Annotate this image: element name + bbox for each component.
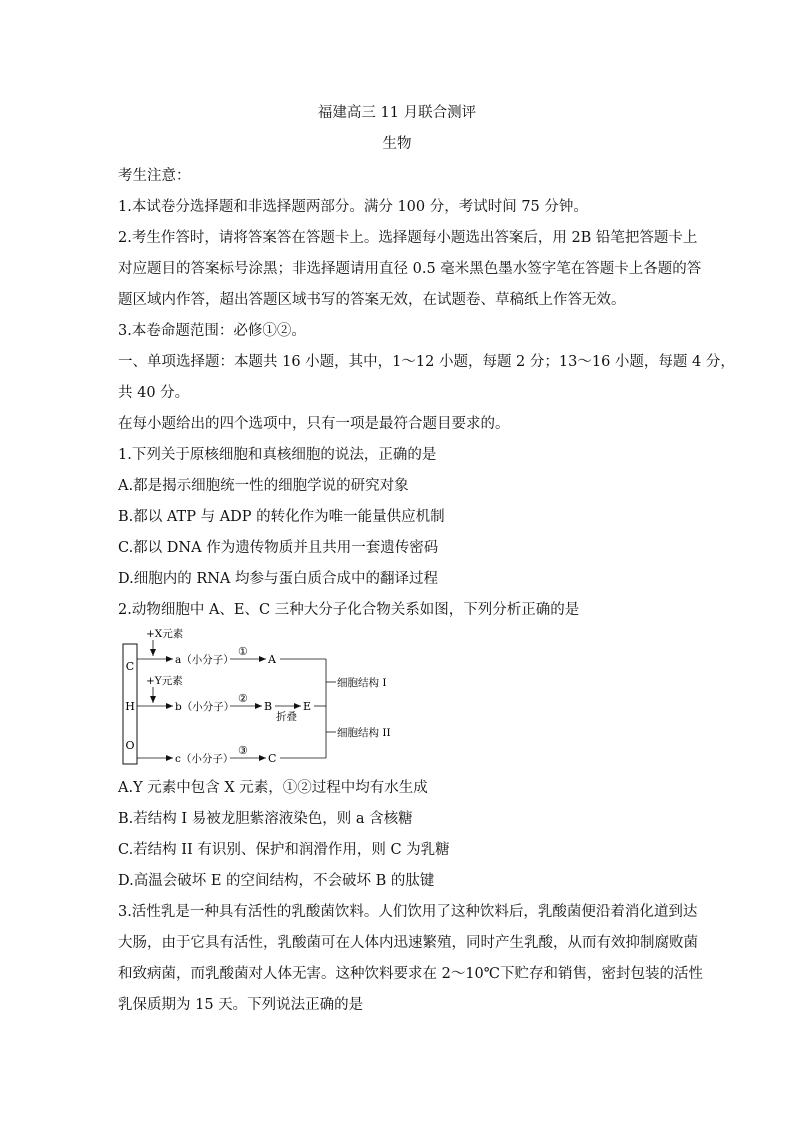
macromolecule-a: A (268, 653, 276, 666)
macromolecule-e: E (303, 700, 312, 713)
c-small-molecule: c（小分子） (175, 753, 234, 765)
question-3-line-3: 和致病菌，而乳酸菌对人体无害。这种饮料要求在 2～10℃下贮存和销售，密封包装的活性 (118, 966, 704, 982)
a-small-molecule: a（小分子） (175, 654, 234, 666)
question-1-option-d: D.细胞内的 RNA 均参与蛋白质合成中的翻译过程 (118, 571, 439, 587)
element-o: O (125, 739, 135, 752)
notice-item-2-cont: 对应题目的答案标号涂黑；非选择题请用直径 0.5 毫米黑色墨水签字笔在答题卡上各题的答 (118, 261, 702, 277)
section-heading-cont: 共 40 分。 (118, 385, 190, 401)
section-heading: 一、单项选择题：本题共 16 小题，其中，1～12 小题，每题 2 分；13～16 小题，每题 4 分， (118, 354, 735, 370)
step-2: ② (238, 692, 248, 705)
question-3-line-1: 3.活性乳是一种具有活性的乳酸菌饮料。人们饮用了这种饮料后，乳酸菌便沿着消化道到达 (118, 904, 698, 920)
macromolecule-b: B (264, 700, 273, 713)
macromolecule-c: C (268, 752, 277, 765)
macromolecule-diagram (118, 622, 408, 772)
question-2-option-c: C.若结构 II 有识别、保护和润滑作用，则 C 为乳糖 (118, 842, 450, 858)
section-instruction: 在每小题给出的四个选项中，只有一项是最符合题目要求的。 (118, 416, 510, 432)
notice-item-1: 1.本试卷分选择题和非选择题两部分。满分 100 分，考试时间 75 分钟。 (118, 199, 588, 215)
y-element-label: +Y元素 (146, 675, 183, 687)
question-2-option-a: A.Y 元素中包含 X 元素，①②过程中均有水生成 (118, 780, 428, 796)
question-1-option-c: C.都以 DNA 作为遗传物质并且共用一套遗传密码 (118, 540, 439, 556)
structure-1-label: 细胞结构 I (337, 677, 387, 689)
b-small-molecule: b（小分子） (175, 701, 235, 713)
step-3: ③ (238, 744, 248, 757)
question-2-stem: 2.动物细胞中 A、E、C 三种大分子化合物关系如图，下列分析正确的是 (118, 602, 580, 618)
notice-item-2-cont2: 题区域内作答，超出答题区域书写的答案无效，在试题卷、草稿纸上作答无效。 (118, 292, 626, 308)
notice-heading: 考生注意： (118, 168, 191, 184)
fold-label: 折叠 (276, 711, 297, 723)
question-2-option-d: D.高温会破坏 E 的空间结构，不会破坏 B 的肽键 (118, 873, 435, 889)
subject-title: 生物 (382, 136, 412, 152)
notice-item-3: 3.本卷命题范围：必修①②。 (118, 323, 306, 339)
question-3-line-4: 乳保质期为 15 天。下列说法正确的是 (118, 997, 364, 1013)
question-1-option-a: A.都是揭示细胞统一性的细胞学说的研究对象 (118, 478, 409, 494)
question-2-option-b: B.若结构 I 易被龙胆紫溶液染色，则 a 含核糖 (118, 811, 413, 827)
question-1-stem: 1.下列关于原核细胞和真核细胞的说法，正确的是 (118, 447, 437, 463)
x-element-label: +X元素 (146, 628, 184, 640)
structure-2-label: 细胞结构 II (337, 727, 391, 739)
exam-title: 福建高三 11 月联合测评 (317, 105, 477, 121)
element-h: H (125, 700, 135, 713)
question-1-option-b: B.都以 ATP 与 ADP 的转化作为唯一能量供应机制 (118, 509, 445, 525)
step-1: ① (238, 645, 248, 658)
element-c: C (125, 660, 135, 673)
notice-item-2: 2.考生作答时，请将答案答在答题卡上。选择题每小题选出答案后，用 2B 铅笔把答题卡上 (118, 230, 698, 246)
question-3-line-2: 大肠，由于它具有活性，乳酸菌可在人体内迅速繁殖，同时产生乳酸，从而有效抑制腐败菌 (118, 935, 698, 951)
